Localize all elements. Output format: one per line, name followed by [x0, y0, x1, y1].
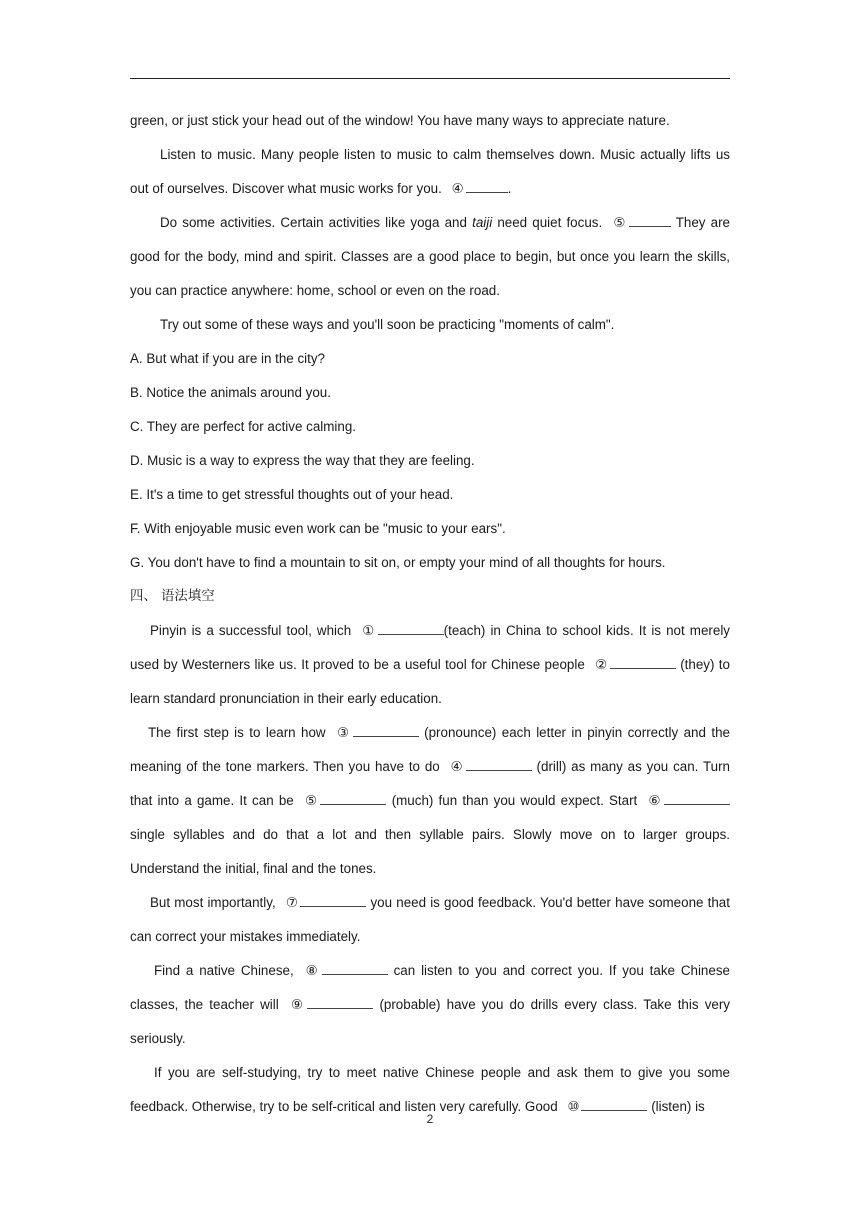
answer-blank-8[interactable] — [322, 960, 388, 975]
option-c: C. They are perfect for active calming. — [130, 419, 356, 434]
paragraph-nature-end — [130, 104, 730, 138]
paragraph-text: Listen to music. Many people listen to music to calm themselves down. Music actually lifts us out of ourselves. Discover what music works for you. — [130, 147, 730, 196]
blank-marker-1: ① — [362, 623, 376, 638]
paragraph-text: They are good for the body, mind and spirit. Classes are a good place to begin, but once you learn the skills, you can practice anywhere: home, school or even on the road. — [130, 215, 730, 298]
option-e: E. It's a time to get stressful thoughts out of your head. — [130, 487, 454, 502]
blank-marker-6: ⑥ — [648, 793, 662, 808]
option-b: B. Notice the animals around you. — [130, 385, 331, 400]
page-content — [130, 104, 730, 1124]
paragraph-text: need quiet focus. — [497, 215, 603, 230]
grammar-paragraph-2 — [130, 716, 730, 886]
blank-marker-9: ⑨ — [290, 997, 306, 1012]
paragraph-text: single syllables and do that a lot and then syllable pairs. Slowly move on to larger groups. Understand the initial, final and the tones. — [130, 827, 730, 876]
answer-blank-4[interactable] — [466, 178, 508, 193]
paragraph-text: Try out some of these ways and you'll soon be practicing "moments of calm". — [160, 317, 615, 332]
option-a: A. But what if you are in the city? — [130, 351, 326, 366]
blank-marker-10: ⑩ — [567, 1099, 580, 1114]
paragraph-text: green, or just stick your head out of the window! You have many ways to appreciate nature. — [130, 113, 670, 128]
blank-marker-5: ⑤ — [613, 215, 627, 230]
grammar-paragraph-4 — [130, 954, 730, 1056]
paragraph-text: If you are self-studying, try to meet native Chinese people and ask them to give you some feedback. Otherwise, try to be self-critical and listen very carefully. Good — [130, 1065, 730, 1114]
answer-blank-6[interactable] — [664, 790, 730, 805]
answer-blank-4[interactable] — [466, 756, 532, 771]
answer-blank-1[interactable] — [378, 620, 444, 635]
answer-blank-10[interactable] — [581, 1096, 647, 1111]
grammar-paragraph-3 — [130, 886, 730, 954]
paragraph-text: (pronounce) each letter in pinyin correctly and the meaning of the tone markers. Then you have to do — [130, 725, 730, 774]
blank-marker-7: ⑦ — [285, 895, 299, 910]
paragraph-text: Do some activities. Certain activities like yoga and — [160, 215, 467, 230]
blank-marker-5: ⑤ — [304, 793, 319, 808]
paragraph-try-out — [130, 308, 730, 342]
paragraph-text: can listen to you and correct you. If you take Chinese classes, the teacher will — [130, 963, 730, 1012]
answer-blank-7[interactable] — [300, 892, 366, 907]
paragraph-text: The first step is to learn how — [148, 725, 326, 740]
header-rule — [130, 78, 730, 79]
paragraph-text: Find a native Chinese, — [154, 963, 294, 978]
paragraph-text: (probable) have you do drills every class. Take this very seriously. — [130, 997, 730, 1046]
page-number: 2 — [426, 1112, 434, 1126]
answer-blank-5[interactable] — [320, 790, 386, 805]
paragraph-text: you need is good feedback. You'd better have someone that can correct your mistakes immediately. — [130, 895, 730, 944]
punctuation: . — [507, 181, 512, 196]
paragraph-text: (teach) in China to school kids. It is not merely used by Westerners like us. It proved to be a useful tool for Chinese people — [130, 623, 730, 672]
paragraph-text: (listen) is — [651, 1099, 705, 1114]
option-d: D. Music is a way to express the way that they are feeling. — [130, 453, 475, 468]
paragraph-text: But most importantly, — [150, 895, 276, 910]
answer-blank-2[interactable] — [610, 654, 676, 669]
blank-marker-4: ④ — [450, 759, 464, 774]
answer-blank-9[interactable] — [307, 994, 373, 1009]
answer-blank-3[interactable] — [353, 722, 419, 737]
blank-marker-8: ⑧ — [305, 963, 320, 978]
blank-marker-4: ④ — [451, 181, 464, 196]
paragraph-text: (much) fun than you would expect. Start — [391, 793, 638, 808]
paragraph-activities — [130, 206, 730, 308]
option-g: G. You don't have to find a mountain to sit on, or empty your mind of all thoughts for hours. — [130, 555, 666, 570]
paragraph-text: Pinyin is a successful tool, which — [150, 623, 352, 638]
blank-marker-3: ③ — [337, 725, 351, 740]
paragraph-music — [130, 138, 730, 206]
option-f: F. With enjoyable music even work can be "music to your ears". — [130, 521, 506, 536]
section-heading: 四、 语法填空 — [130, 589, 215, 604]
grammar-paragraph-1 — [130, 614, 730, 716]
paragraph-text: (they) to learn standard pronunciation in their early education. — [130, 657, 730, 706]
blank-marker-2: ② — [595, 657, 608, 672]
answer-blank-5[interactable] — [629, 212, 671, 227]
paragraph-text: (drill) as many as you can. Turn that into a game. It can be — [130, 759, 730, 808]
italic-term: taiji — [472, 215, 493, 230]
